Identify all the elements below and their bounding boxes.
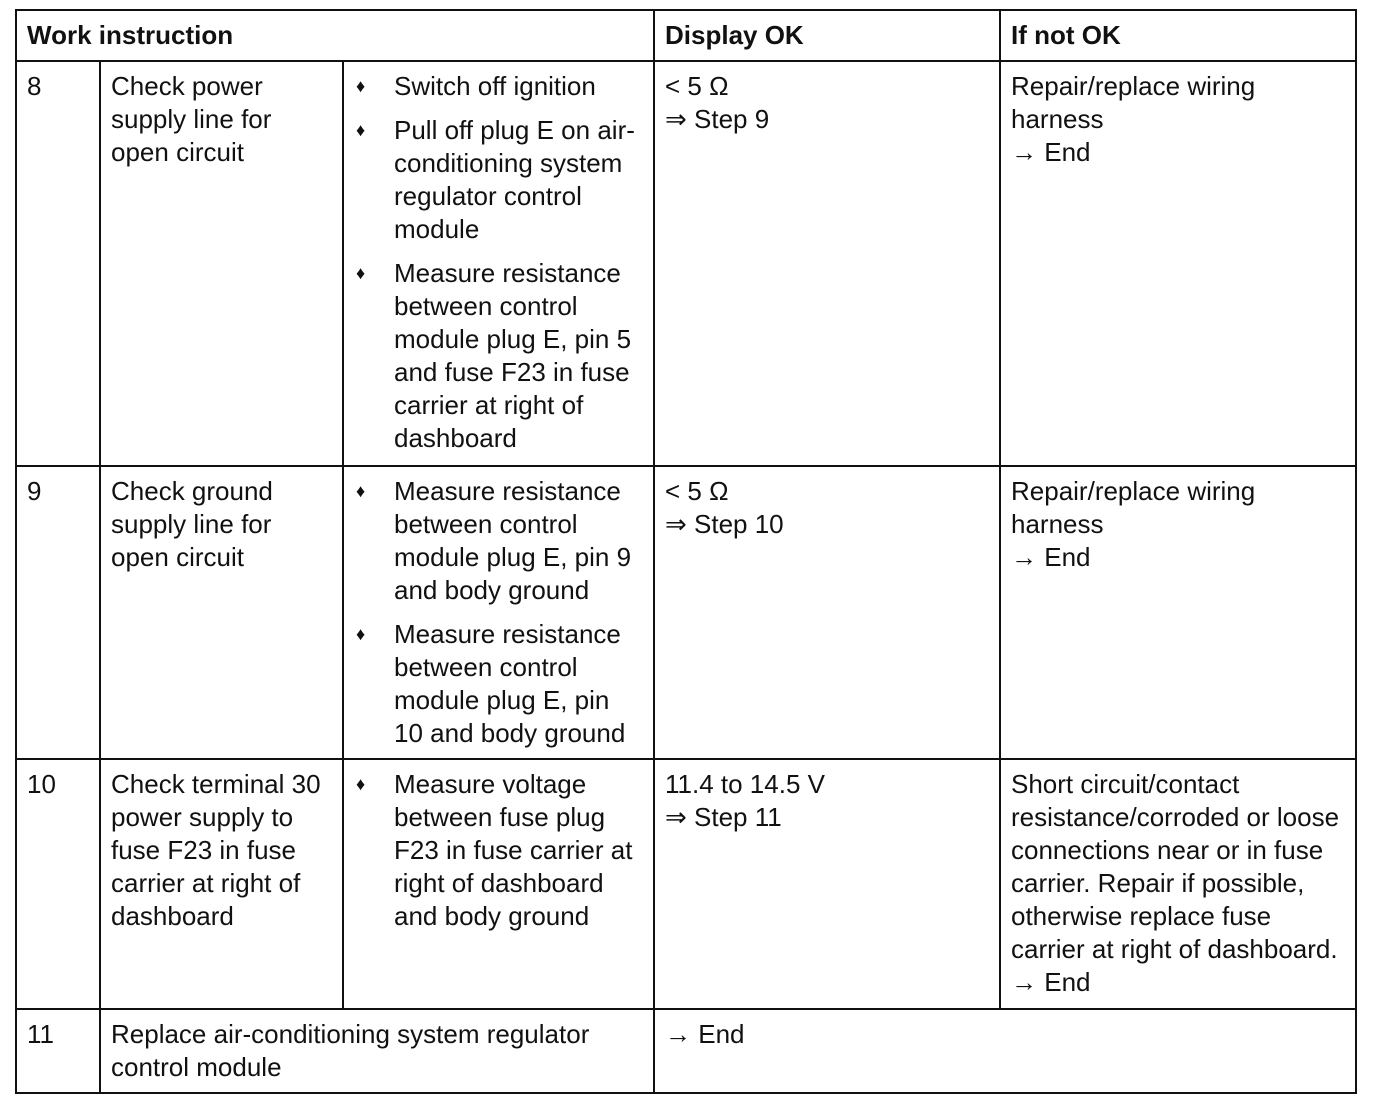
action-item: ♦ Measure resistance between control module plug E, pin 5 and fuse F23 in fuse carrier at right of dashboard: [356, 258, 632, 453]
not-ok-action: Short circuit/contact resistance/corroded or loose connections near or in fuse carrier. Repair if possible, otherwise replace fuse carrier at right of dashboard.: [1011, 769, 1340, 964]
display-ok-cell: [654, 61, 1000, 466]
bullet-icon: ♦: [356, 263, 366, 283]
action-list-cell: [343, 759, 654, 1009]
not-ok-action: Repair/replace wiring harness: [1011, 476, 1256, 539]
task-description: Check ground supply line for open circuit: [100, 466, 343, 759]
action-item: ♦ Measure resistance between control module plug E, pin 10 and body ground: [356, 619, 626, 748]
not-ok-next: → End: [1011, 967, 1091, 997]
bullet-icon: ♦: [356, 624, 366, 644]
not-ok-cell: [1000, 61, 1356, 466]
ok-value: < 5 Ω: [665, 71, 729, 101]
table-row: [16, 466, 1356, 759]
table-row: [16, 1009, 1356, 1093]
ok-next-step: ⇒ Step 9: [665, 104, 770, 134]
ok-next-step: → End: [665, 1019, 745, 1049]
step-number: 8: [16, 61, 100, 466]
step-number: 10: [16, 759, 100, 1009]
table-row: [16, 61, 1356, 466]
header-if-not-ok: If not OK: [1000, 10, 1356, 61]
not-ok-cell: [1000, 759, 1356, 1009]
not-ok-action: Repair/replace wiring harness: [1011, 71, 1256, 134]
action-list-cell: [343, 466, 654, 759]
bullet-icon: ♦: [356, 774, 366, 794]
task-description: Replace air-conditioning system regulator control module: [100, 1009, 654, 1093]
bullet-icon: ♦: [356, 120, 366, 140]
display-ok-cell: [654, 466, 1000, 759]
not-ok-next: → End: [1011, 137, 1091, 167]
action-item: ♦ Measure voltage between fuse plug F23 in fuse carrier at right of dashboard and body ground: [356, 769, 633, 931]
ok-value: < 5 Ω: [665, 476, 729, 506]
header-display-ok: Display OK: [654, 10, 1000, 61]
not-ok-cell: [1000, 466, 1356, 759]
ok-value: 11.4 to 14.5 V: [665, 769, 825, 799]
action-item: ♦ Measure resistance between control module plug E, pin 9 and body ground: [356, 476, 632, 605]
action-item: ♦ Pull off plug E on air-conditioning system regulator control module: [356, 115, 635, 244]
table-row: [16, 759, 1356, 1009]
work-instruction-table: [15, 9, 1357, 1094]
task-description: Check terminal 30 power supply to fuse F23 in fuse carrier at right of dashboard: [100, 759, 343, 1009]
not-ok-next: → End: [1011, 542, 1091, 572]
action-list-cell: [343, 61, 654, 466]
header-row: [16, 10, 1356, 61]
ok-next-step: ⇒ Step 10: [665, 509, 784, 539]
task-description: Check power supply line for open circuit: [100, 61, 343, 466]
step-number: 9: [16, 466, 100, 759]
bullet-icon: ♦: [356, 481, 366, 501]
header-work-instruction: Work instruction: [16, 10, 654, 61]
action-item: ♦ Switch off ignition: [356, 71, 596, 101]
step-number: 11: [16, 1009, 100, 1093]
ok-next-step: ⇒ Step 11: [665, 802, 782, 832]
bullet-icon: ♦: [356, 76, 366, 96]
display-ok-cell: [654, 759, 1000, 1009]
display-ok-cell: [654, 1009, 1356, 1093]
